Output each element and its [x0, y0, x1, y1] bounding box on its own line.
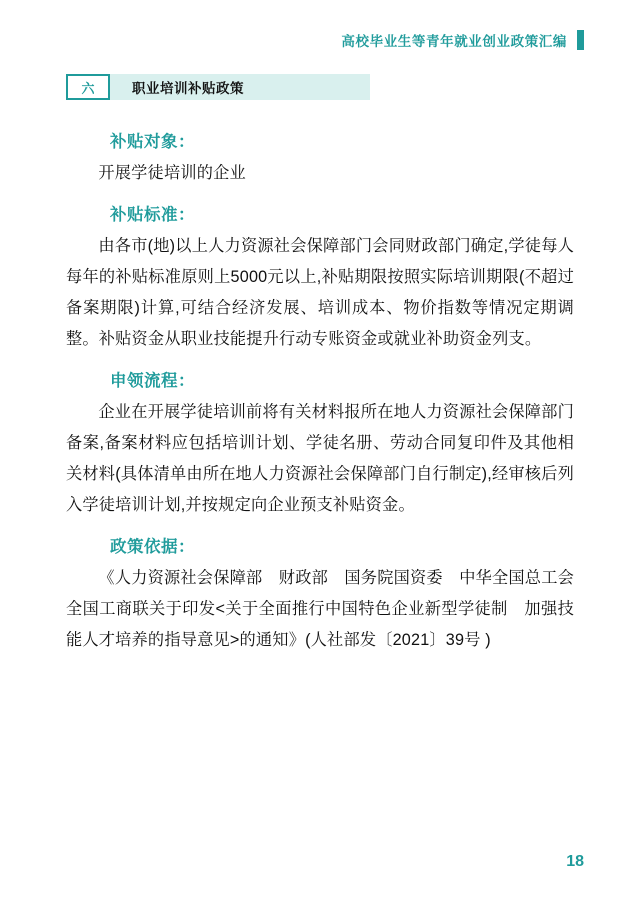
- page-content: [66, 116, 591, 658]
- page-number: 18: [566, 853, 584, 870]
- block-paragraph: 开展学徒培训的企业: [98, 164, 246, 182]
- section-title: 职业培训补贴政策: [132, 81, 244, 96]
- content-block: [66, 201, 574, 355]
- block-paragraph: 企业在开展学徒培训前将有关材料报所在地人力资源社会保障部门备案,备案材料应包括培训计划、学徒名册、劳动合同复印件及其他相关材料(具体清单由所在地人力资源社会保障部门自行制定),经审核后列入学徒培训计划,并按规定向企业预支补贴资金。: [66, 403, 574, 514]
- section-number: 六: [66, 74, 110, 100]
- block-heading: 补贴标准：: [110, 206, 195, 224]
- page-header: [341, 30, 584, 50]
- content-block: [66, 533, 591, 656]
- header-accent-bar: [577, 30, 584, 50]
- content-block: [66, 367, 574, 521]
- block-heading: 政策依据：: [110, 538, 195, 556]
- content-block: [66, 128, 574, 189]
- block-heading: 申领流程：: [110, 372, 195, 390]
- section-title-band: [66, 74, 370, 100]
- block-paragraph: 由各市(地)以上人力资源社会保障部门会同财政部门确定,学徒每人每年的补贴标准原则上5000元以上,补贴期限按照实际培训期限(不超过备案期限)计算,可结合经济发展、培训成本、物价指数等情况定期调整。补贴资金从职业技能提升行动专账资金或就业补助资金列支。: [66, 237, 574, 348]
- block-paragraph: 《人力资源社会保障部 财政部 国务院国资委 中华全国总工会 全国工商联关于印发<关于全面推行中国特色企业新型学徒制 加强技能人才培养的指导意见>的通知》(人社部发〔2021〕39号 ): [66, 569, 591, 649]
- header-title: 高校毕业生等青年就业创业政策汇编: [341, 34, 567, 49]
- block-heading: 补贴对象：: [110, 133, 195, 151]
